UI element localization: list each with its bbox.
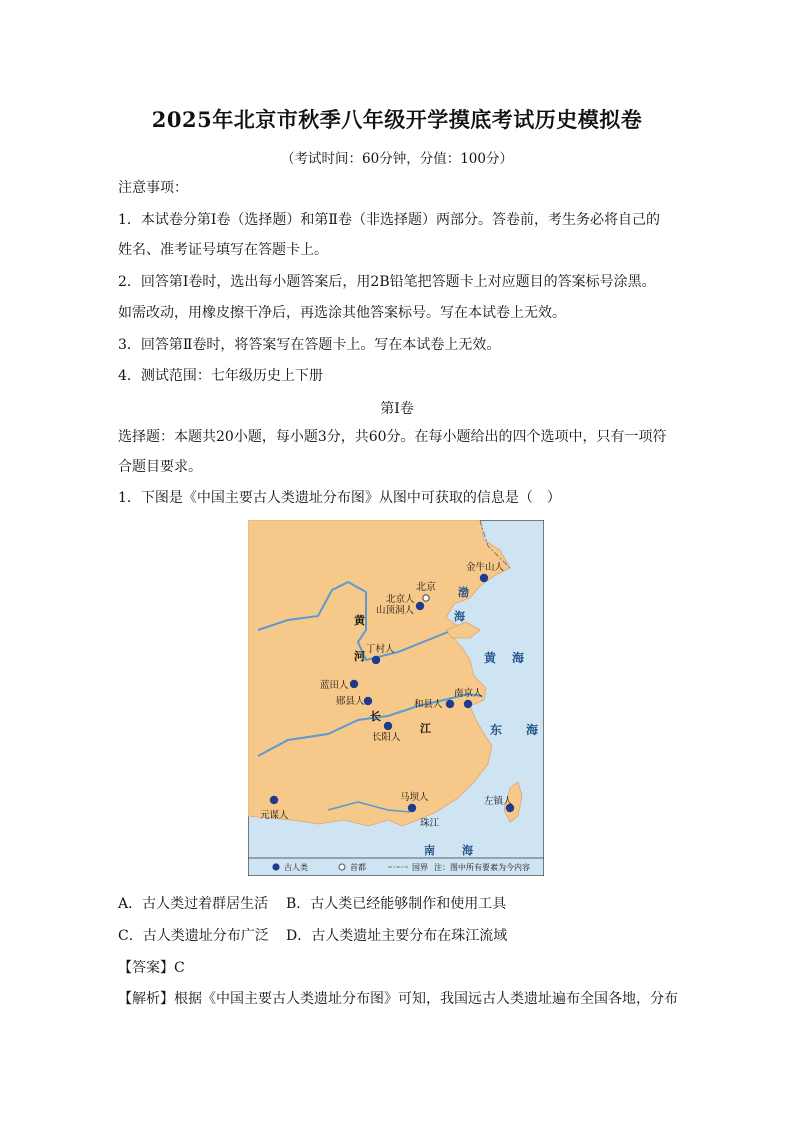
site-dot-yuanmou [270,796,278,804]
page-subtitle: （考试时间：60分钟，分值：100分） [281,151,513,167]
notice-item-1: 1．本试卷分第Ⅰ卷（选择题）和第Ⅱ卷（非选择题）两部分。答卷前，考生务必将自己的 [118,212,660,228]
site-label-yuanmou: 元谋人 [260,810,289,821]
site-dot-jinniushan [480,574,488,582]
sea-label-huang: 黄 [484,651,497,665]
notice-item-3: 3．回答第Ⅱ卷时，将答案写在答题卡上。写在本试卷上无效。 [118,337,501,353]
sea-label-dong-hai: 海 [526,723,539,737]
river-label-he: 河 [354,650,365,663]
site-label-jinniushan: 金牛山人 [466,562,505,573]
notice-item-2-cont: 如需改动，用橡皮擦干净后，再选涂其他答案标号。写在本试卷上无效。 [118,305,566,321]
option-b: B．古人类已经能够制作和使用工具 [286,896,507,912]
site-label-dingcun: 丁村人 [366,644,395,655]
river-label-jiang: 江 [420,722,431,735]
option-a: A．古人类过着群居生活 [118,896,269,912]
option-d: D．古人类遗址主要分布在珠江流域 [286,928,508,944]
capital-marker [423,595,429,601]
site-dot-nanjing [464,700,472,708]
option-c: C．古人类遗址分布广泛 [118,928,269,944]
sea-label-dong: 东 [490,723,503,737]
legend-note: 注：图中所有要素为今内容 [434,863,530,872]
site-dot-hexian [446,700,454,708]
site-dot-beijing [416,602,424,610]
site-dot-changyang [384,722,392,730]
section-title: 第Ⅰ卷 [380,401,414,417]
question-stem: 1．下图是《中国主要古人类遗址分布图》从图中可获取的信息是（ ） [118,490,561,506]
site-label-shandingdong: 山顶洞人 [376,605,415,616]
ancient-sites-map [248,520,544,876]
capital-label: 北京 [416,582,436,593]
answer-line: 【答案】C [118,960,185,976]
sea-label-bo-hai: 海 [454,610,465,623]
legend-label-site: 古人类 [284,863,308,872]
site-label-maba: 马坝人 [400,792,429,803]
river-label-chang: 长 [370,710,381,723]
section-instruction-cont: 合题目要求。 [118,459,202,475]
legend-label-border: 国界 [412,863,428,872]
notice-item-1-cont: 姓名、准考证号填写在答题卡上。 [118,242,328,258]
river-label-pearl: 珠江 [420,818,440,829]
site-label-beijingren: 北京人 [386,594,415,605]
site-label-hexian: 和县人 [414,699,443,710]
site-label-zuozhen: 左镇人 [484,796,513,807]
site-label-lantian: 蓝田人 [320,680,349,691]
legend-capital-icon [339,864,345,870]
analysis-line: 【解析】根据《中国主要古人类遗址分布图》可知，我国远古人类遗址遍布全国各地，分布 [118,991,678,1007]
site-label-yunxian: 郧县人 [336,696,365,707]
sea-label-nan-hai: 海 [462,844,473,857]
sea-label-huang-hai: 海 [512,651,525,665]
site-dot-yunxian [364,697,372,705]
section-instruction: 选择题：本题共20小题，每小题3分，共60分。在每小题给出的四个选项中，只有一项符 [118,429,667,445]
legend-dot-icon [272,863,279,870]
legend-label-capital: 首都 [350,863,366,872]
notice-item-2: 2．回答第Ⅰ卷时，选出每小题答案后，用2B铅笔把答题卡上对应题目的答案标号涂黑。 [118,274,656,290]
site-label-changyang: 长阳人 [372,732,401,743]
notice-heading: 注意事项： [118,180,188,196]
notice-item-4: 4．测试范围：七年级历史上下册 [118,368,323,384]
page-title: 2025年北京市秋季八年级开学摸底考试历史模拟卷 [151,107,643,132]
river-label-huang: 黄 [354,614,365,627]
site-dot-dingcun [372,656,380,664]
site-label-nanjing: 南京人 [454,688,483,699]
sea-label-nan: 南 [424,844,435,857]
site-dot-lantian [350,680,358,688]
sea-label-bo: 渤 [458,586,469,599]
site-dot-maba [408,804,416,812]
